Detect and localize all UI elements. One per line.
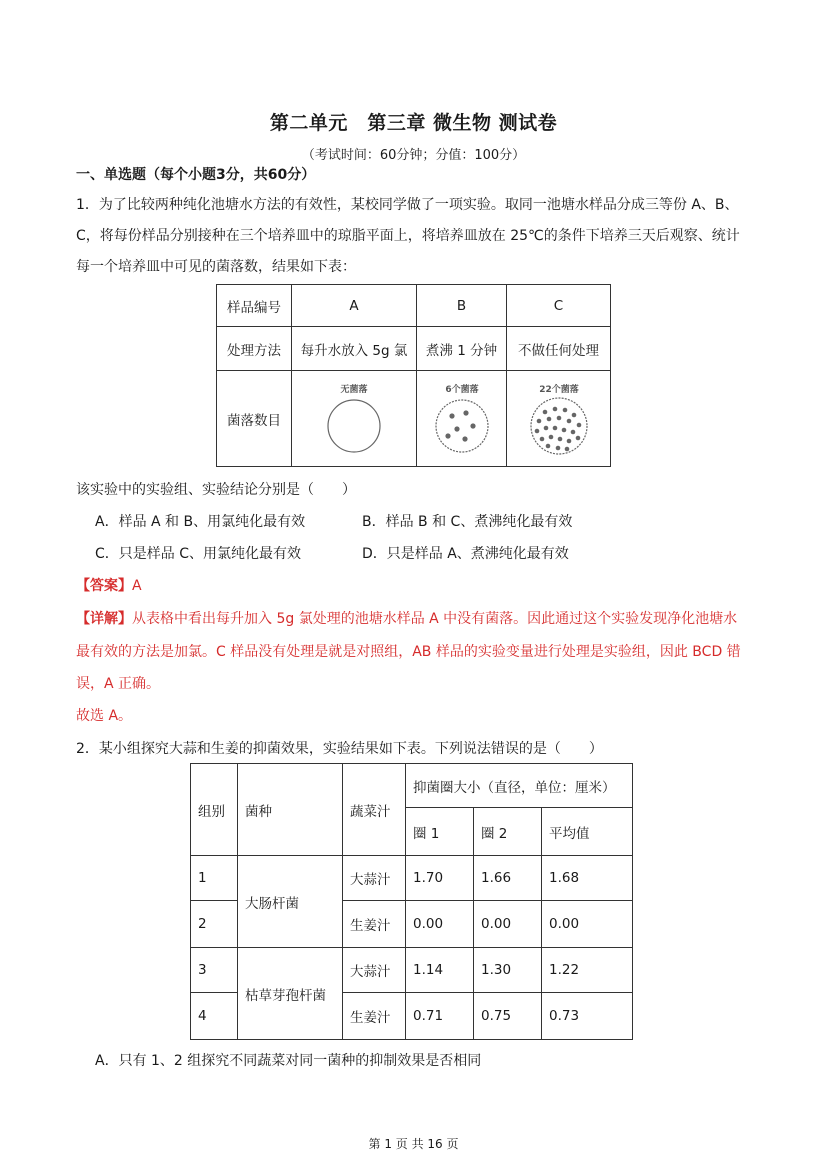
section-heading: 一、单选题（每个小题3分，共60分） [76, 167, 316, 183]
q1-detail-line3: 误，A 正确。 [76, 676, 161, 692]
colony [566, 418, 571, 423]
q1-option-c: C．只是样品 C、用氯纯化最有效 [95, 546, 302, 562]
colony [454, 426, 459, 431]
table-cell: 4 [191, 993, 238, 1040]
table-header-cell: 抑菌圈大小（直径，单位：厘米） [406, 764, 633, 808]
detail-text: 从表格中看出每升加入 5g 氯处理的池塘水样品 A 中没有菌落。因此通过这个实验发现净化池塘水 [132, 611, 738, 627]
table-cell [292, 371, 417, 467]
table-cell: 2 [191, 901, 238, 948]
colony [556, 415, 561, 420]
q1-question: 该实验中的实验组、实验结论分别是（ ） [76, 482, 356, 498]
table-cell: 大蒜汁 [343, 856, 406, 901]
colony [564, 446, 569, 451]
q2-stem: 2．某小组探究大蒜和生姜的抑菌效果，实验结果如下表。下列说法错误的是（ ） [76, 741, 603, 757]
dish-b-colonies [445, 410, 475, 441]
table-cell: 0.00 [542, 901, 633, 948]
petri-dish-c [517, 376, 601, 462]
colony [552, 425, 557, 430]
table-cell: 生姜汁 [343, 993, 406, 1040]
table-cell: 生姜汁 [343, 901, 406, 948]
table-header-cell: 圈 2 [474, 808, 542, 856]
page-title: 第二单元 第三章 微生物 测试卷 [269, 112, 558, 134]
table-cell: 菌落数目 [217, 371, 292, 467]
q1-conclusion: 故选 A。 [76, 708, 133, 724]
table-row [191, 948, 633, 993]
colony [539, 436, 544, 441]
q1-stem-line1: 1．为了比较两种纯化池塘水方法的有效性，某校同学做了一项实验。取同一池塘水样品分成三等份 A、B、 [76, 197, 739, 213]
table-header-cell: 组别 [191, 764, 238, 856]
answer-label: 【答案】 [76, 578, 132, 594]
table-cell: 不做任何处理 [507, 327, 611, 371]
table-cell: 1 [191, 856, 238, 901]
colony [534, 428, 539, 433]
detail-label: 【详解】 [76, 611, 132, 627]
petri-dish-b [426, 376, 498, 462]
table-row [217, 371, 611, 467]
table-header-cell: 圈 1 [406, 808, 474, 856]
colony [566, 438, 571, 443]
table-cell: 大蒜汁 [343, 948, 406, 993]
table-cell [507, 371, 611, 467]
table-row [191, 856, 633, 901]
table-cell: A [292, 285, 417, 327]
table-cell: 0.00 [474, 901, 542, 948]
table-cell: 0.71 [406, 993, 474, 1040]
table-row [217, 285, 611, 327]
table-cell: 1.70 [406, 856, 474, 901]
colony [449, 413, 454, 418]
dish-b-label: 6个菌落 [444, 384, 479, 395]
table-cell: 0.73 [542, 993, 633, 1040]
dish-c-label: 22个菌落 [538, 384, 579, 395]
colony [557, 436, 562, 441]
answer-value: A [132, 578, 142, 594]
dish-b-outline [436, 400, 488, 452]
table-header-cell: 菌种 [238, 764, 343, 856]
table-cell: 1.30 [474, 948, 542, 993]
colony [445, 433, 450, 438]
colony [462, 436, 467, 441]
colony [463, 410, 468, 415]
table-cell: 处理方法 [217, 327, 292, 371]
table-cell: 1.22 [542, 948, 633, 993]
colony [576, 422, 581, 427]
colony [546, 416, 551, 421]
table-cell: B [417, 285, 507, 327]
table-cell: 3 [191, 948, 238, 993]
q1-option-b: B．样品 B 和 C、煮沸纯化最有效 [362, 514, 573, 530]
colony [562, 407, 567, 412]
table-cell: 枯草芽孢杆菌 [238, 948, 343, 1040]
colony [570, 429, 575, 434]
q1-option-d: D．只是样品 A、煮沸纯化最有效 [362, 546, 569, 562]
table-cell: 每升水放入 5g 氯 [292, 327, 417, 371]
colony [561, 427, 566, 432]
colony [548, 434, 553, 439]
table-cell: 大肠杆菌 [238, 856, 343, 948]
table-header-cell: 平均值 [542, 808, 633, 856]
colony [545, 443, 550, 448]
colony [536, 418, 541, 423]
exam-info: （考试时间：60分钟；分值：100分） [301, 148, 526, 163]
q1-detail-line1 [76, 608, 737, 628]
table-cell: 1.66 [474, 856, 542, 901]
q2-option-a: A．只有 1、2 组探究不同蔬菜对同一菌种的抑制效果是否相同 [95, 1053, 482, 1069]
q1-detail-line2: 最有效的方法是加氯。C 样品没有处理是就是对照组，AB 样品的实验变量进行处理是实验组，因此 BCD 错 [76, 644, 741, 660]
table-cell: 煮沸 1 分钟 [417, 327, 507, 371]
table-row [191, 764, 633, 808]
colony [575, 435, 580, 440]
table-header-cell: 蔬菜汁 [343, 764, 406, 856]
table-cell: 样品编号 [217, 285, 292, 327]
table-row [217, 327, 611, 371]
colony [470, 423, 475, 428]
colony [552, 406, 557, 411]
colony [543, 425, 548, 430]
colony [542, 409, 547, 414]
q1-stem-line3: 每一个培养皿中可见的菌落数，结果如下表： [76, 259, 356, 275]
q2-results-table [190, 763, 633, 1040]
q1-answer [76, 575, 142, 595]
colony [555, 445, 560, 450]
table-cell [417, 371, 507, 467]
page-footer: 第 1 页 共 16 页 [368, 1137, 459, 1151]
colony [571, 412, 576, 417]
table-cell: 0.75 [474, 993, 542, 1040]
q1-stem-line2: C，将每份样品分别接种在三个培养皿中的琼脂平面上，将培养皿放在 25℃的条件下培养三天后观察、统计 [76, 228, 740, 244]
q1-results-table [216, 284, 611, 467]
dish-c-colonies [534, 406, 581, 451]
dish-a-label: 无菌落 [340, 384, 368, 395]
q1-option-a: A．样品 A 和 B、用氯纯化最有效 [95, 514, 306, 530]
dish-a-outline [328, 400, 380, 452]
table-cell: 0.00 [406, 901, 474, 948]
petri-dish-a [309, 376, 399, 462]
table-cell: 1.68 [542, 856, 633, 901]
table-cell: C [507, 285, 611, 327]
table-cell: 1.14 [406, 948, 474, 993]
